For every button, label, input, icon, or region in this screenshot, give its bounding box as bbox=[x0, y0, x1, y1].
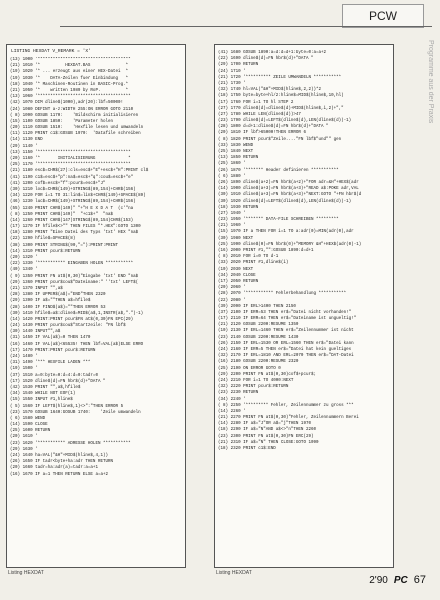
code-line: (34) 2040 CLOSE bbox=[218, 273, 256, 278]
code-line: (18) 2320 PRINT c1$:END bbox=[218, 447, 276, 451]
code-line: (18) 1930 RETURN bbox=[218, 205, 259, 210]
code-line: (32) 1740 hl=VAL("&H"+MID$(hline$,2,2))*2 bbox=[218, 88, 322, 93]
code-line: (32) 2220 PRINT pcur$:RETURN bbox=[218, 385, 289, 390]
code-line: (14) 2260 ' bbox=[218, 409, 246, 414]
code-line: (16) 1670 IF a=1 THEN RETURN ELSE a=a+2 bbox=[10, 472, 109, 477]
code-line: (21) 1370 INPUT "",a$ bbox=[10, 286, 63, 291]
code-line: (25) 1840 NEXT bbox=[218, 150, 254, 154]
code-line: (14) 1260 PRINT CHR$(147)STRING$(89,154)CHR$(153) bbox=[10, 218, 134, 223]
code-line: (29) 1390 IF a$=""THEN a$=hfile$ bbox=[10, 299, 91, 304]
code-line: (41) 1190 c1$=esc$+"p":na$=esc$+"q":cou$=esc$+"e" bbox=[10, 175, 134, 180]
code-line: (20) 1810 IF lbf>65000!THEN ERROR 6 bbox=[218, 131, 306, 136]
code-line: (25) 1860 ' bbox=[218, 162, 246, 167]
code-line: (21) 1960 ' bbox=[218, 224, 246, 229]
code-line: (28) 1800 d=d+1:dline$(d)=FN hbr$(d)+"DATA " bbox=[218, 125, 329, 130]
code-line: (20) 2060 ' bbox=[218, 286, 246, 291]
code-line: (22) 1330 '*********** EINGABEN HOLEN *********** bbox=[10, 262, 134, 267]
code-line: (38) 1300 PRINT STRING$(90,"="):PRINT:PRINT bbox=[10, 243, 119, 248]
code-line: (17) 2110 IF ERR=64 THEN er$="Dateiname ist ungueltig!" bbox=[218, 317, 357, 322]
code-line: (20) 1320 ' bbox=[10, 256, 38, 260]
code-line: (20) 1160 '* INITIALISIERUNG * bbox=[10, 157, 131, 161]
code-line: (22) 2080 ' bbox=[218, 298, 246, 303]
code-line: (27) 1940 ' bbox=[218, 211, 246, 216]
issue-label: 2'90 bbox=[369, 575, 388, 586]
code-line: (37) 2100 IF ERR=53 THEN er$="Datei nicht vorhanden!" bbox=[218, 310, 352, 315]
code-line: (42) 1530 PRINT "",a$,hfile$ bbox=[10, 385, 81, 390]
code-line: ( 5) 1560 IF LEFT$(hline$,1)<>":"THEN ERROR 5 bbox=[10, 404, 124, 409]
code-line: (31) 1490 '*** HEXFILE LADEN *** bbox=[10, 361, 91, 366]
code-line: (19) 1030 '* DATA-Zeilen fuer Einbindung * bbox=[10, 76, 129, 81]
code-line: (21) 2120 GOSUB 2200:RESUME 1350 bbox=[218, 323, 299, 328]
code-line: ( 8) 2010 FOR i=0 TO d-1 bbox=[218, 255, 279, 260]
code-line: (24) 1480 ' bbox=[10, 355, 38, 359]
code-line: (14) 1900 dline$(a+3)=FN hbr$(a+3)+"READ a$:POKE adr,VAL bbox=[218, 187, 359, 192]
code-line: (25) 1600 RETURN bbox=[10, 429, 51, 434]
code-line: (11) 1120 PRINT c1$:GOSUB 1970: 'Datafile schreiben bbox=[10, 132, 141, 137]
code-line: (46) 1230 luc$=CHR$(149)+STRING$(89,154)+CHR$(156) bbox=[10, 200, 136, 205]
code-line: (42) 1070 DIM dline$(1000),adr(20):lbf=50000! bbox=[10, 101, 124, 106]
code-line: (30) 1410 hfile$=a$:dline$=MID$(a$,1,INSTR(a$,".")-1) bbox=[10, 311, 144, 316]
code-line: (22) 1690 dline$(d)=FN hbr$(d)+"DATA " bbox=[218, 57, 314, 62]
code-line: (25) 1170 '************************************* bbox=[10, 163, 131, 168]
caption-right: Listing HEXDAT bbox=[216, 570, 252, 576]
code-line: ( 8) 1820 PRINT pcur$"Zeile...."FN lbf$"und"" gen bbox=[218, 137, 342, 142]
page-number: 67 bbox=[413, 574, 426, 586]
listing-right-box bbox=[214, 44, 394, 568]
code-line: (14) 1310 PRINT pcur$:RETURN bbox=[10, 249, 81, 254]
code-line: (23) 2230 RETURN bbox=[218, 391, 259, 396]
code-line: (13) 1850 RETURN bbox=[218, 156, 259, 161]
code-line: (17) 1470 PRINT:PRINT pcur$:RETURN bbox=[10, 348, 96, 353]
code-line: (15) 1100 GOSUB 1850: 'Parameter holen bbox=[10, 119, 114, 124]
code-line: (29) 1630 ' bbox=[10, 447, 38, 452]
code-line: (26) 1650 IF tadr<byte+ha:adr THEN RETURN bbox=[10, 460, 114, 465]
code-line: (22) 1290 hfile$=SPACE$(8) bbox=[10, 237, 76, 242]
code-line: (21) 2310 IF a$="N" THEN CLOSE:GOTO 1090 bbox=[218, 440, 319, 445]
section-title: PCW bbox=[369, 9, 397, 23]
code-line: (30) 1210 loc$=CHR$(149)+STRING$(89,154)+CHR$(156) bbox=[10, 187, 136, 192]
code-line: (27) 1770 dline$(d)=dline$(d)+MID$(hline$,i,2)+"," bbox=[218, 106, 344, 111]
code-line: (24) 1710 ' bbox=[218, 69, 246, 74]
code-line: (16) 2180 GOSUB 2200:RESUME 2320 bbox=[218, 360, 299, 365]
code-line: (17) 1270 IF hfile$<>"" THEN FILES "*.HEX":GOTO 1300 bbox=[10, 225, 141, 230]
code-line: (33) 2020 PRINT #1,dline$(i) bbox=[218, 261, 289, 266]
code-line: (21) 1180 esc$=CHR$(27):cls=esc$+"E"+esc$+"H":PRINT cl$ bbox=[10, 169, 149, 174]
code-line: (21) 1050 '* written 1989 by RoP. * bbox=[10, 88, 129, 93]
code-line: (29) 1140 ' bbox=[10, 144, 38, 149]
code-line: (34) 1540 WHILE NOT EOF(1) bbox=[10, 392, 76, 397]
code-line: (18) 1040 '* Maschinen-Routinen in BASIC-Prog.* bbox=[10, 82, 129, 87]
code-block-left bbox=[7, 57, 185, 478]
code-line: (14) 1130 END bbox=[10, 138, 43, 143]
code-line: (39) 2090 IF ERL>1400 THEN 2150 bbox=[218, 304, 296, 309]
code-line: (17) 1520 dline$(d)=FN hbr$(d)+"DATA " bbox=[10, 379, 106, 384]
code-line: (25) 1990 dline$(0)=FN hbr$(0)+"MEMORY &H"+HEX$(adr(0)-1) bbox=[218, 242, 362, 247]
code-line: (18) 1280 PRINT "Eine Datei des Typs 'txt' HEX "na$ bbox=[10, 231, 139, 236]
code-line: (26) 1870 '******* Header definieren *********** bbox=[218, 168, 339, 173]
code-line: (21) 2270 PRINT FN at$(0,30)"Fehler, Zeilennummern Berei bbox=[218, 416, 359, 421]
code-line: (30) 1440 INPUT"",a$ bbox=[10, 330, 61, 335]
page-footer bbox=[369, 574, 426, 586]
code-line: (13) 1150 '************************************* bbox=[10, 150, 131, 155]
code-line: (17) 1760 FOR i=1 TO hl STEP 2 bbox=[218, 100, 294, 105]
code-line: (19) 1500 ' bbox=[10, 367, 38, 372]
code-line: ( 9) 1350 PRINT FN at$(0,30)"Eingabe 'txt' END "na$ bbox=[10, 274, 139, 279]
code-line: (26) 2150 IF ERL=1530 OR ERL=1560 THEN er$="Datei kann bbox=[218, 341, 354, 346]
code-line: (14) 2280 IF a$="J"OR a$="j"THEN 1970 bbox=[218, 422, 311, 427]
code-line: (26) 1890 dline$(a+2)=FN hbr$(a+2)+"FOR adr=&H"+HEX$(adr bbox=[218, 180, 359, 185]
code-line: (15) 1970 IF a THEN FOR i=1 TO a:adr(0)=MIN(adr(0),adr bbox=[218, 230, 354, 235]
code-line: (16) 2000 PRINT #1,"":GOSUB 1890:d=d+1 bbox=[218, 249, 314, 253]
code-line: ( 8) 2250 '********* Fehler, Zeilennummer zu gross *** bbox=[218, 403, 354, 408]
code-line: (16) 1460 IF VAL(a$)<65535! THEN lbf=VAL(a$)ELSE ERRO bbox=[10, 342, 144, 347]
code-line: (29) 1360 PRINT pcur$cou$"Dateiname:" ''txt' LEFT$( bbox=[10, 280, 139, 285]
code-line: (30) 1920 dline$(d)=LEFT$(dline$(d),LEN(dline$(d))-1) bbox=[218, 199, 352, 204]
code-line: ( 8) 1090 GOSUB 1170: 'Bildschirm initialisieren bbox=[10, 113, 139, 118]
code-block-right bbox=[215, 50, 393, 452]
brand-label: PC bbox=[393, 575, 408, 586]
code-line: (55) 1240 PRINT CHR$(149)" "+"H E X D A T (c'"na bbox=[10, 206, 134, 211]
code-line: (24) 1640 ha=VAL("&H"+MID$(hline$,4,1)) bbox=[10, 454, 109, 458]
code-line: (40) 1340 ' bbox=[10, 268, 38, 273]
code-line: (30) 1980 NEXT bbox=[218, 236, 254, 241]
code-line: (33) 1830 WEND bbox=[218, 143, 254, 148]
code-line: (10) 2130 IF ERL=1460 THEN er$="Zeilennummer ist nicht bbox=[218, 329, 354, 334]
code-line: (20) 1660 tadr=ha:adr(a)=tadr:a=a+1 bbox=[10, 466, 98, 471]
side-margin-text: Programme aus der Praxis bbox=[427, 40, 434, 124]
code-line: (25) 2190 ON ERROR GOTO 0 bbox=[218, 366, 281, 371]
code-line: (23) 1950 '******* DATA-FILE SCHREIBEN ********* bbox=[218, 218, 339, 223]
code-line: (23) 1570 GOSUB 1640:GOSUB 1740: 'Zeile umwandeln bbox=[10, 410, 141, 415]
code-line: (10) 2030 NEXT bbox=[218, 267, 254, 272]
code-line: (34) 1220 FOR i=1 TO 31:lin$=lin$+CHR$(149)+SPACE$(89) bbox=[10, 194, 146, 199]
code-line: (13) 1000 '************************************* bbox=[10, 58, 131, 62]
section-header-tab bbox=[342, 4, 424, 28]
code-line: (18) 2290 IF a$="N"AND a$<>"n"THEN 2260 bbox=[218, 428, 317, 433]
code-line: (41) 1680 GOSUB 1890:a=d:d=d+1:byte=0:a=a+2 bbox=[218, 51, 327, 55]
code-line: (37) 1510 a=0:byte=0:d=4:d=0:tadr=0 bbox=[10, 373, 98, 378]
caption-left: Listing HEXDAT bbox=[8, 570, 44, 576]
code-line: (21) 1010 '* HEXDAT.BAS * bbox=[10, 64, 129, 69]
code-line: (24) 1080 DEFINT a-z:WIDTH 255:ON ERROR GOTO 2110 bbox=[10, 107, 134, 112]
code-line: (13) 1060 '************************************* bbox=[10, 95, 131, 100]
code-line: ( 6) 1580 WEND bbox=[10, 416, 46, 421]
code-line: (24) 2160 IF ERR=5 THEN er$="Datei hat kein gueltiges bbox=[218, 348, 352, 352]
code-line: (41) 1200 cof$=esc$+"f":pcur$=esc$+"J" bbox=[10, 181, 106, 186]
code-line: (17) 2050 RETURN bbox=[218, 279, 259, 284]
code-line: (32) 2170 IF ERL=1810 AND ERL=2070 THEN er$="DAT-Datei bbox=[218, 354, 354, 359]
code-line: (31) 1450 IF VAL(a$)=0 THEN 1470 bbox=[10, 336, 91, 341]
code-line: (29) 1700 RETURN bbox=[218, 63, 259, 68]
code-line: (15) 1550 INPUT #1,hline$ bbox=[10, 398, 73, 403]
code-line: (29) 2200 PRINT FN at$(0,30)cof$+pcur$; bbox=[218, 372, 317, 377]
header-rule bbox=[60, 26, 432, 27]
code-line: (24) 1430 PRINT pcur$cou$"Startzeile: "FN lbf$ bbox=[10, 324, 126, 329]
code-line: (14) 1590 CLOSE bbox=[10, 423, 48, 428]
listing-title: LISTING HEXDAT V_REMARK = 'X' bbox=[11, 49, 91, 54]
code-line: (20) 1110 GOSUB 1510: 'Hexfile lesen und umwandeln bbox=[10, 126, 144, 131]
code-line: (24) 2210 FOR i=1 TO 4000:NEXT bbox=[218, 378, 294, 383]
listing-left-box bbox=[6, 44, 186, 568]
code-line: (21) 1730 ' bbox=[218, 81, 246, 86]
code-line: (23) 1620 '*********** ADRESSE HOLEN *********** bbox=[10, 441, 131, 446]
code-line: (19) 1020 '* ... erzeugt aus einer HEX-Datei * bbox=[10, 70, 129, 75]
code-line: (30) 1910 dline$(a+3)=FN hbr$(a+3)+"NEXT:GOTO "+FN hbr$(d bbox=[218, 193, 362, 198]
code-line: (28) 1400 IF FIND$(a$)=""THEN ERROR 53 bbox=[10, 305, 106, 310]
code-line: (27) 1780 WHILE LEN(dline$(d))>47 bbox=[218, 112, 301, 117]
code-line: (34) 2240 ' bbox=[218, 397, 246, 402]
code-line: (23) 1790 dline$(d)=LEFT$(dline$(d),LEN(dline$(d))-1) bbox=[218, 119, 352, 124]
code-line: ( 8) 1250 PRINT CHR$(149)" "+c1$+" "na$ bbox=[10, 212, 114, 217]
code-line: (14) 1420 PRINT:PRINT pcur$FN at$(0,30)FN EPC(29) bbox=[10, 317, 134, 322]
code-line: ( 6) 1880 ' bbox=[218, 174, 246, 179]
code-line: (21) 1720 '********** ZEILE UMWANDELN *********** bbox=[218, 75, 342, 80]
code-line: (23) 2140 GOSUB 2200:RESUME 1430 bbox=[218, 335, 299, 340]
code-line: (28) 2070 '*********** Fehlerbehandlung *********** bbox=[218, 292, 347, 297]
code-line: (28) 1380 IF UPPER$(a$)="END"THEN 2320 bbox=[10, 293, 106, 298]
code-line: (23) 2300 PRINT FN at$(0,30)FN ERC(29) bbox=[218, 434, 314, 439]
code-line: (20) 1610 ' bbox=[10, 435, 38, 440]
code-line: (18) 1750 byte=byte+hl/2:hline$=MID$(hline$,10,hl) bbox=[218, 94, 344, 99]
